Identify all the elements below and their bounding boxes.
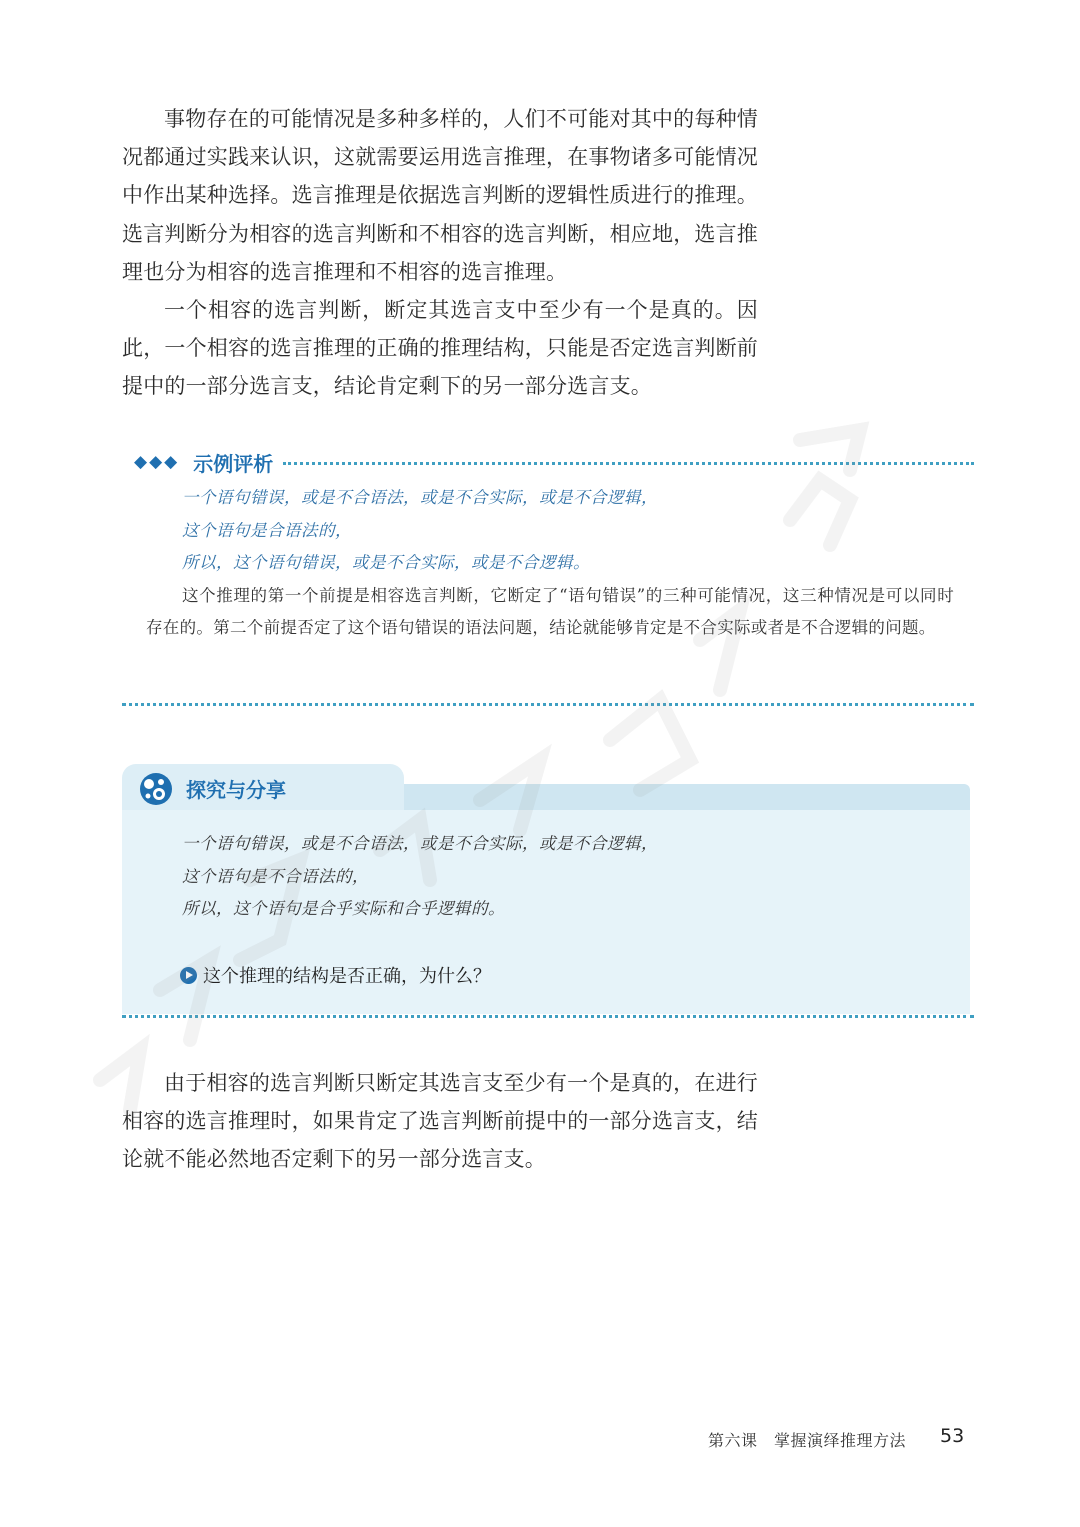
example-header [134, 446, 974, 478]
diamond-bullet-icon: ◆◆◆ [134, 452, 180, 472]
example-line-2: 这个语句是合语法的， [182, 520, 352, 540]
summary-section [122, 1064, 758, 1179]
explore-question-text: 这个推理的结构是否正确，为什么？ [203, 966, 491, 987]
page-number: 53 [940, 1425, 965, 1447]
intro-paragraph-1: 事物存在的可能情况是多种多样的，人们不可能对其中的每种情况都通过实践来认识，这就需要运用选言推理，在事物诸多可能情况中作出某种选择。选言推理是依据选言判断的逻辑性质进行的推理。选言判断分为相容的选言判断和不相容的选言判断，相应地，选言推理也分为相容的选言推理和不相容的选言推理。 [122, 107, 758, 284]
explore-question [180, 962, 491, 988]
example-bottom-rule [122, 703, 974, 706]
footer-lesson-title: 第六课 掌握演绎推理方法 [708, 1431, 907, 1450]
explore-strip [404, 784, 970, 810]
example-body [146, 482, 954, 645]
example-analysis: 这个推理的第一个前提是相容选言判断，它断定了“语句错误”的三种可能情况，这三种情况是可以同时存在的。第二个前提否定了这个语句错误的语法问题，结论就能够肯定是不合实际或者是不合逻辑的问题。 [146, 585, 954, 637]
explore-lines [182, 828, 942, 926]
explore-icon [138, 771, 174, 807]
summary-paragraph: 由于相容的选言判断只断定其选言支至少有一个是真的，在进行相容的选言推理时，如果肯定了选言判断前提中的一部分选言支，结论就不能必然地否定剩下的另一部分选言支。 [122, 1071, 758, 1172]
intro-paragraph-2: 一个相容的选言判断，断定其选言支中至少有一个是真的。因此，一个相容的选言推理的正确的推理结构，只能是否定选言判断前提中的一部分选言支，结论肯定剩下的另一部分选言支。 [122, 298, 758, 399]
explore-line-2: 这个语句是不合语法的， [182, 866, 369, 886]
example-title: 示例评析 [193, 451, 274, 476]
example-line-3: 所以，这个语句错误，或是不合实际，或是不合逻辑。 [182, 553, 590, 572]
explore-line-1: 一个语句错误，或是不合语法，或是不合实际，或是不合逻辑， [182, 834, 658, 853]
example-line-1: 一个语句错误，或是不合语法，或是不合实际，或是不合逻辑， [182, 488, 658, 507]
play-bullet-icon [180, 967, 197, 984]
explore-title: 探究与分享 [186, 778, 286, 802]
example-header-rule [283, 462, 974, 465]
intro-section [122, 100, 758, 406]
explore-line-3: 所以，这个语句是合乎实际和合乎逻辑的。 [182, 899, 505, 918]
explore-bottom-rule [122, 1015, 974, 1018]
